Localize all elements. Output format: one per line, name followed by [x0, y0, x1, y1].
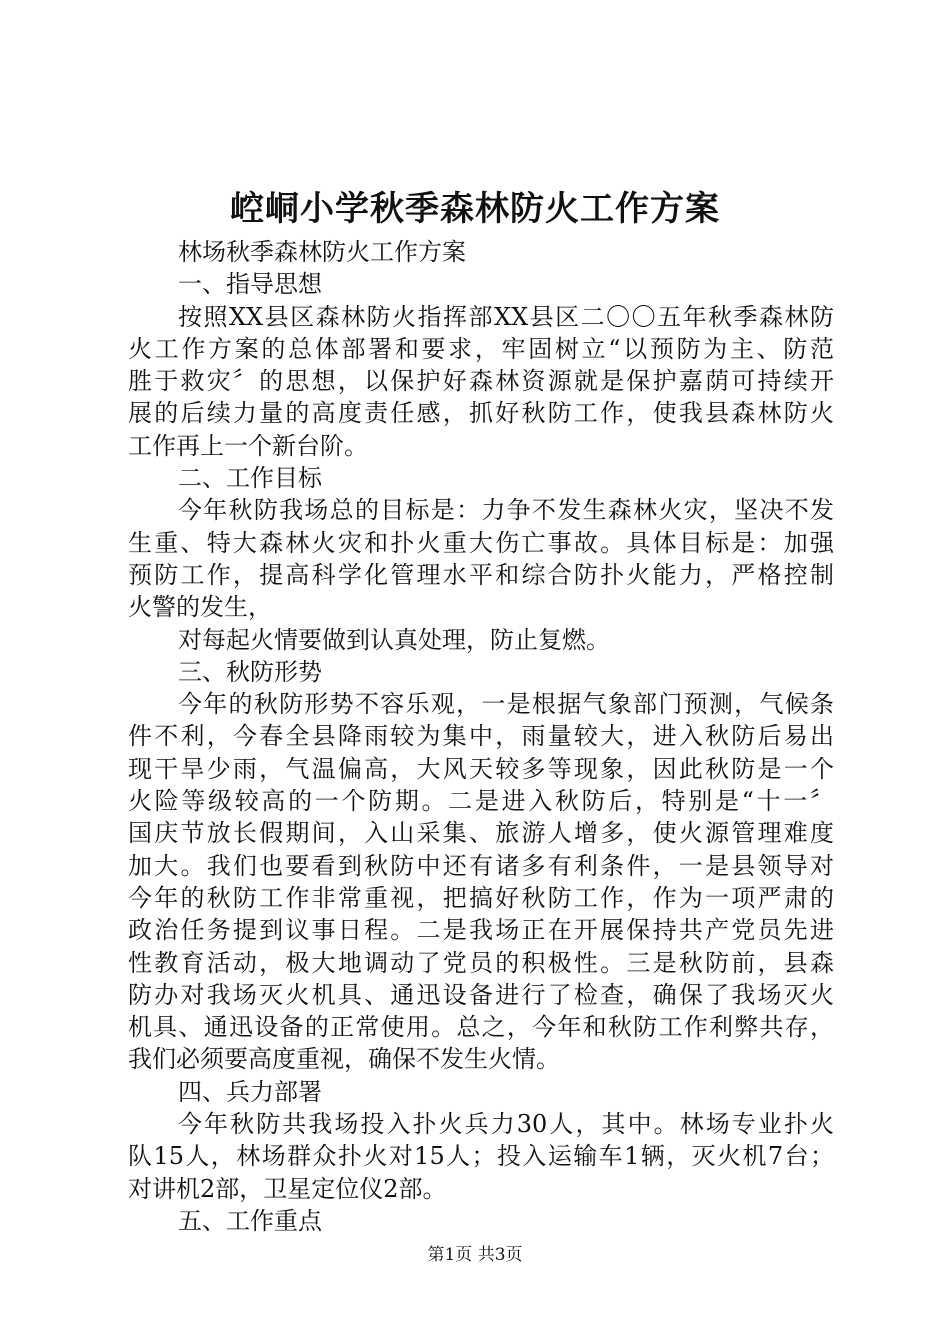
section-heading: 一、指导思想 — [178, 270, 322, 299]
paragraph-line: 火警的发生， — [128, 593, 272, 622]
paragraph-line: 队15人，林场群众扑火对15人；投入运输车1辆，灭火机7台； — [128, 1142, 834, 1171]
paragraph-line: 火险等级较高的一个防期。二是进入秋防后，特别是“十一〞 — [128, 787, 834, 816]
paragraph-line: 现干旱少雨，气温偏高，大风天较多等现象，因此秋防是一个 — [128, 754, 834, 783]
paragraph-line: 对讲机2部，卫星定位仪2部。 — [128, 1174, 447, 1203]
document-body — [128, 236, 834, 1237]
section-heading: 二、工作目标 — [178, 464, 322, 493]
paragraph-line: 生重、特大森林火灾和扑火重大伤亡事故。具体目标是：加强 — [128, 528, 834, 557]
document-title: 崆峒小学秋季森林防火工作方案 — [230, 189, 720, 229]
section-heading: 四、兵力部署 — [178, 1077, 322, 1106]
paragraph-line: 今年的秋防工作非常重视，把搞好秋防工作，作为一项严肃的 — [128, 883, 834, 912]
paragraph-line: 件不利，今春全县降雨较为集中，雨量较大，进入秋防后易出 — [128, 722, 834, 751]
paragraph-line: 国庆节放长假期间，入山采集、旅游人增多，使火源管理难度 — [128, 819, 834, 848]
subtitle-line: 林场秋季森林防火工作方案 — [178, 238, 466, 266]
paragraph-line: 展的后续力量的高度责任感，抓好秋防工作，使我县森林防火 — [128, 399, 834, 428]
page-number: 第1页 共3页 — [427, 1245, 523, 1265]
paragraph-line: 政治任务提到议事日程。二是我场正在开展保持共产党员先进 — [128, 916, 834, 945]
paragraph-line: 今年的秋防形势不容乐观，一是根据气象部门预测，气候条 — [178, 690, 834, 719]
paragraph-line: 今年秋防共我场投入扑火兵力30人，其中。林场专业扑火 — [178, 1110, 834, 1139]
paragraph-line: 预防工作，提高科学化管理水平和综合防扑火能力，严格控制 — [128, 560, 834, 589]
paragraph-line: 胜于救灾〞的思想，以保护好森林资源就是保护嘉荫可持续开 — [128, 367, 834, 396]
paragraph-line: 防办对我场灭火机具、通迅设备进行了检查，确保了我场灭火 — [128, 980, 834, 1009]
paragraph-line: 机具、通迅设备的正常使用。总之，今年和秋防工作利弊共存， — [128, 1013, 834, 1042]
paragraph-line: 我们必须要高度重视，确保不发生火情。 — [128, 1045, 560, 1074]
section-heading: 三、秋防形势 — [178, 657, 322, 686]
section-heading: 五、工作重点 — [178, 1206, 322, 1235]
paragraph-line: 按照XX县区森林防火指挥部XX县区二〇〇五年秋季森林防 — [178, 302, 834, 331]
paragraph-line: 火工作方案的总体部署和要求，牢固树立“以预防为主、防范 — [128, 334, 834, 363]
paragraph-line: 对每起火情要做到认真处理，防止复燃。 — [178, 625, 610, 654]
paragraph-line: 工作再上一个新台阶。 — [128, 431, 368, 460]
paragraph-line: 加大。我们也要看到秋防中还有诸多有利条件，一是县领导对 — [128, 851, 834, 880]
paragraph-line: 性教育活动，极大地调动了党员的积极性。三是秋防前，县森 — [128, 948, 834, 977]
paragraph-line: 今年秋防我场总的目标是：力争不发生森林火灾，坚决不发 — [178, 496, 834, 525]
